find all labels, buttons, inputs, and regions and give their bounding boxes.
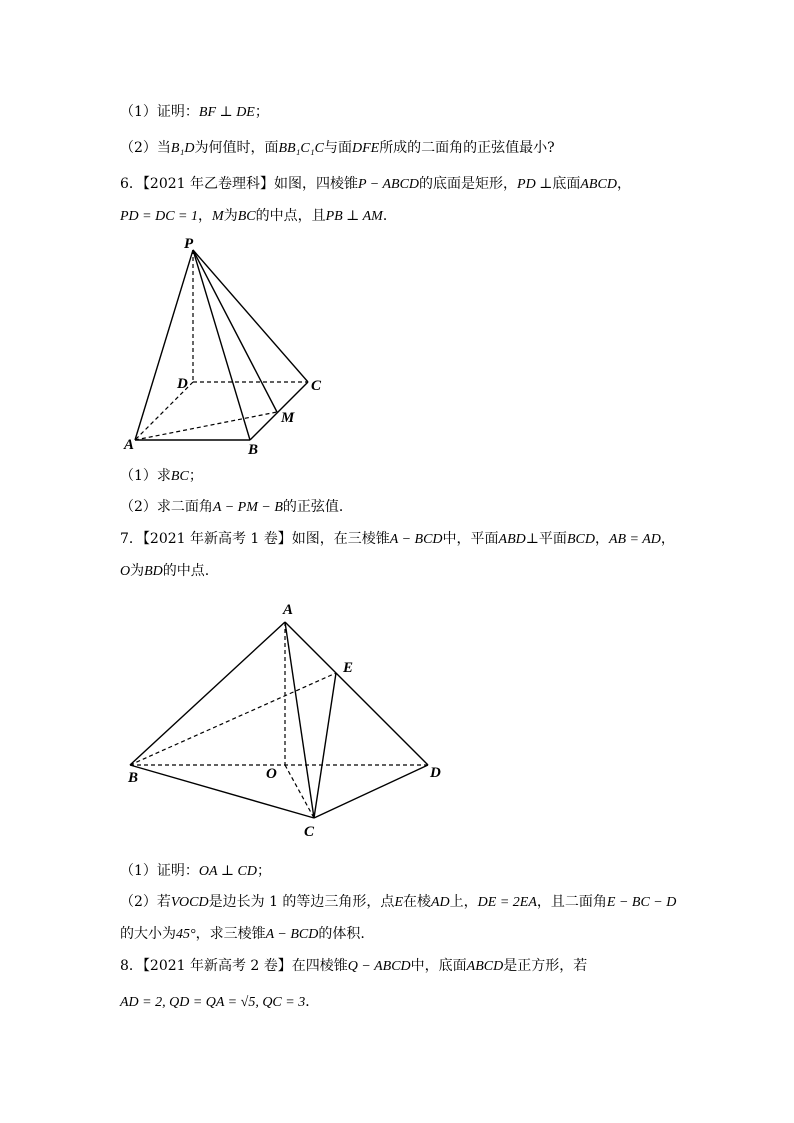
math: PD = DC = 1	[120, 209, 199, 224]
text: （1）证明：	[120, 104, 199, 120]
label-B: B	[128, 770, 139, 786]
math: PB ⊥ AM	[325, 209, 383, 224]
math: O	[120, 564, 131, 579]
edge-BE	[130, 673, 336, 765]
math: AD = 2, QD = QA = √5, QC = 3	[120, 995, 306, 1010]
math: M	[212, 209, 224, 224]
edge-AB	[130, 622, 285, 765]
text: ，	[198, 208, 213, 224]
text: ⊥平面	[525, 531, 567, 547]
text: 的底面是矩形，	[419, 176, 518, 192]
math: PD ⊥	[517, 177, 553, 192]
text: 中，平面	[442, 531, 499, 547]
text: （2）求二面角	[120, 499, 213, 515]
q7-sub2	[120, 892, 676, 913]
math: ABCD	[580, 177, 617, 192]
text: 所成的二面角的正弦值最小?	[379, 140, 555, 156]
edge-PB	[193, 250, 250, 440]
q7-line2	[120, 561, 209, 582]
text: 的中点.	[162, 563, 210, 579]
math: AD	[431, 895, 450, 910]
text: （2）当	[120, 140, 171, 156]
edge-AC	[285, 622, 314, 818]
math: DFE	[351, 141, 380, 156]
edge-BC	[250, 382, 308, 440]
label-P: P	[184, 236, 194, 252]
math: BD	[144, 564, 163, 579]
q8-line2	[120, 992, 319, 1013]
text: 7．【2021 年新高考 1 卷】如图，在三棱锥	[120, 531, 390, 547]
text: ；	[188, 468, 203, 484]
text: 是边长为 1 的等边三角形，点	[208, 894, 395, 910]
label-B: B	[248, 442, 259, 458]
math: P − ABCD	[358, 177, 420, 192]
math: VOCD	[170, 895, 209, 910]
label-C: C	[304, 824, 315, 840]
math: Q − ABCD	[347, 959, 411, 974]
label-A: A	[124, 437, 135, 453]
text: 6．【2021 年乙卷理科】如图，四棱锥	[120, 176, 358, 192]
math: DE = 2EA	[477, 895, 537, 910]
label-D: D	[177, 376, 188, 392]
edge-EC	[314, 673, 336, 818]
math: BC	[237, 209, 256, 224]
math: A − BCD	[265, 927, 319, 942]
text: 为	[223, 208, 238, 224]
math: ABD	[498, 532, 526, 547]
label-E: E	[343, 660, 354, 676]
label-O: O	[266, 766, 277, 782]
text: ．	[305, 994, 320, 1010]
text: 中，底面	[410, 958, 467, 974]
label-A: A	[283, 602, 294, 618]
text: ，	[616, 176, 631, 192]
text: ．	[382, 208, 397, 224]
math: AB = AD	[608, 532, 661, 547]
text: 的大小为	[120, 926, 176, 942]
q7-heading	[120, 529, 675, 550]
q7-sub1	[120, 861, 271, 882]
text: 的正弦值．	[282, 499, 353, 515]
math: B₁D	[170, 141, 195, 156]
math: OA ⊥ CD	[198, 864, 257, 879]
text: 在棱	[403, 894, 431, 910]
edge-BC	[130, 765, 314, 818]
math: E	[394, 895, 403, 910]
text: ，	[594, 531, 609, 547]
text: ，求三棱锥	[195, 926, 266, 942]
text: 底面	[552, 176, 581, 192]
tetrahedron-solid-edges	[130, 622, 428, 818]
edge-AD	[285, 622, 428, 765]
math: 45°	[176, 927, 196, 942]
q7-sub2-cont	[120, 924, 365, 945]
label-D: D	[430, 765, 441, 781]
text: ；	[256, 863, 271, 879]
math: BCD	[566, 532, 595, 547]
text: 为何值时，面	[194, 140, 279, 156]
text: （1）证明：	[120, 863, 199, 879]
text: 与面	[323, 140, 352, 156]
text: ；	[254, 104, 269, 120]
edge-CD	[314, 765, 428, 818]
q6-sub1	[120, 466, 203, 487]
math: A − PM − B	[212, 500, 283, 515]
text: ，	[660, 531, 675, 547]
text: （2）若	[120, 894, 171, 910]
edge-PA	[135, 250, 193, 440]
math: E − BC − D	[606, 895, 677, 910]
q6-sub2	[120, 497, 353, 518]
text: 上，	[449, 894, 478, 910]
text: 为	[130, 563, 145, 579]
text: 的体积.	[318, 926, 365, 942]
text: 的中点，且	[255, 208, 326, 224]
math: BF ⊥ DE	[198, 105, 255, 120]
q8-heading	[120, 956, 587, 977]
math: A − BCD	[389, 532, 443, 547]
text: 8．【2021 年新高考 2 卷】在四棱锥	[120, 958, 348, 974]
math: ABCD	[466, 959, 504, 974]
math: BC	[170, 469, 189, 484]
label-M: M	[281, 410, 295, 426]
text: 是正方形，若	[503, 958, 588, 974]
edge-AM	[135, 412, 277, 440]
text: （1）求	[120, 468, 171, 484]
text: ，且二面角	[536, 894, 607, 910]
label-C: C	[311, 378, 322, 394]
math: BB₁C₁C	[278, 141, 324, 156]
